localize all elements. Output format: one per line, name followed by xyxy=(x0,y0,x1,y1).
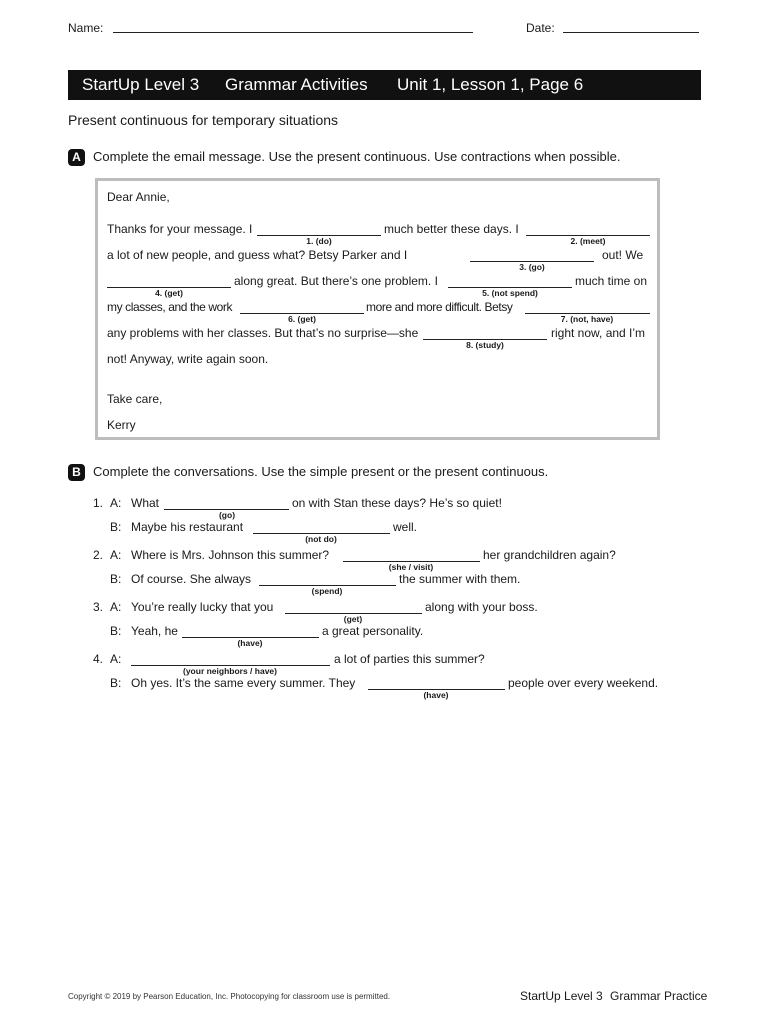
line-text: her grandchildren again? xyxy=(483,548,616,562)
banner-section: Grammar Activities xyxy=(225,75,368,94)
hint-1: 1. (do) xyxy=(306,236,332,246)
title-banner xyxy=(68,70,701,100)
speaker-b: B: xyxy=(110,572,122,586)
email-text: Thanks for your message. I xyxy=(107,222,253,236)
speaker-a: A: xyxy=(110,548,122,562)
email-signature: Kerry xyxy=(107,418,136,432)
email-text: any problems with her classes. But that’s no surprise—she xyxy=(107,326,419,340)
hint-4: 4. (get) xyxy=(155,288,183,298)
footer-book: Grammar Practice xyxy=(610,989,708,1003)
banner-level: StartUp Level 3 xyxy=(82,75,200,94)
hint-b3a: (get) xyxy=(343,614,363,624)
email-text: a lot of new people, and guess what? Betsy Parker and I xyxy=(107,248,408,262)
line-text: along with your boss. xyxy=(425,600,538,614)
line-text: a lot of parties this summer? xyxy=(334,652,485,666)
email-text: right now, and I’m xyxy=(551,326,646,340)
line-text: people over every weekend. xyxy=(508,676,659,690)
email-text: out! We xyxy=(602,248,644,262)
speaker-b: B: xyxy=(110,676,122,690)
speaker-a: A: xyxy=(110,652,122,666)
item-number: 1. xyxy=(93,496,104,510)
item-number: 3. xyxy=(93,600,104,614)
hint-8: 8. (study) xyxy=(466,340,504,350)
speaker-b: B: xyxy=(110,624,122,638)
line-text: Maybe his restaurant xyxy=(131,520,244,534)
item-number: 2. xyxy=(93,548,104,562)
email-text: more and more difficult. Betsy xyxy=(366,300,513,314)
email-greeting: Dear Annie, xyxy=(107,190,170,204)
line-text: What xyxy=(131,496,160,510)
hint-b3b: (have) xyxy=(237,638,263,648)
speaker-a: A: xyxy=(110,496,122,510)
name-label: Name: xyxy=(68,21,104,35)
hint-7: 7. (not, have) xyxy=(560,314,614,324)
hint-2: 2. (meet) xyxy=(570,236,606,246)
line-text: Where is Mrs. Johnson this summer? xyxy=(131,548,330,562)
line-text: Of course. She always xyxy=(131,572,252,586)
date-label: Date: xyxy=(526,21,555,35)
email-text: not! Anyway, write again soon. xyxy=(107,352,269,366)
hint-b2a: (she / visit) xyxy=(388,562,434,572)
footer-series: StartUp Level 3 xyxy=(520,989,603,1003)
page-subtitle: Present continuous for temporary situations xyxy=(68,112,339,128)
date-field[interactable] xyxy=(563,32,699,33)
email-text: much time on xyxy=(575,274,648,288)
section-b-badge: B xyxy=(68,464,85,481)
line-text: Oh yes. It’s the same every summer. They xyxy=(131,676,356,690)
hint-5: 5. (not spend) xyxy=(482,288,538,298)
hint-b2b: (spend) xyxy=(311,586,343,596)
hint-b1a: (go) xyxy=(218,510,236,520)
section-a-instruction: Complete the email message. Use the present continuous. Use contractions when possible. xyxy=(93,149,621,164)
hint-6: 6. (get) xyxy=(288,314,316,324)
line-text: the summer with them. xyxy=(399,572,521,586)
item-number: 4. xyxy=(93,652,104,666)
hint-b4b: (have) xyxy=(423,690,449,700)
email-text: my classes, and the work xyxy=(107,300,233,314)
speaker-a: A: xyxy=(110,600,122,614)
email-text: much better these days. I xyxy=(384,222,519,236)
line-text: You’re really lucky that you xyxy=(131,600,274,614)
section-b-instruction: Complete the conversations. Use the simple present or the present continuous. xyxy=(93,464,549,479)
line-text: a great personality. xyxy=(322,624,424,638)
email-text: along great. But there’s one problem. I xyxy=(234,274,438,288)
copyright-notice: Copyright © 2019 by Pearson Education, Inc. Photocopying for classroom use is permitted. xyxy=(68,992,391,1001)
email-closing: Take care, xyxy=(107,392,163,406)
section-a-badge: A xyxy=(68,149,85,166)
speaker-b: B: xyxy=(110,520,122,534)
hint-b4a: (your neighbors / have) xyxy=(183,666,277,676)
line-text: Yeah, he xyxy=(131,624,178,638)
hint-3: 3. (go) xyxy=(519,262,545,272)
hint-b1b: (not do) xyxy=(305,534,337,544)
banner-unit: Unit 1, Lesson 1, Page 6 xyxy=(397,75,584,94)
name-field[interactable] xyxy=(113,32,473,33)
line-text: on with Stan these days? He’s so quiet! xyxy=(292,496,502,510)
line-text: well. xyxy=(393,520,418,534)
